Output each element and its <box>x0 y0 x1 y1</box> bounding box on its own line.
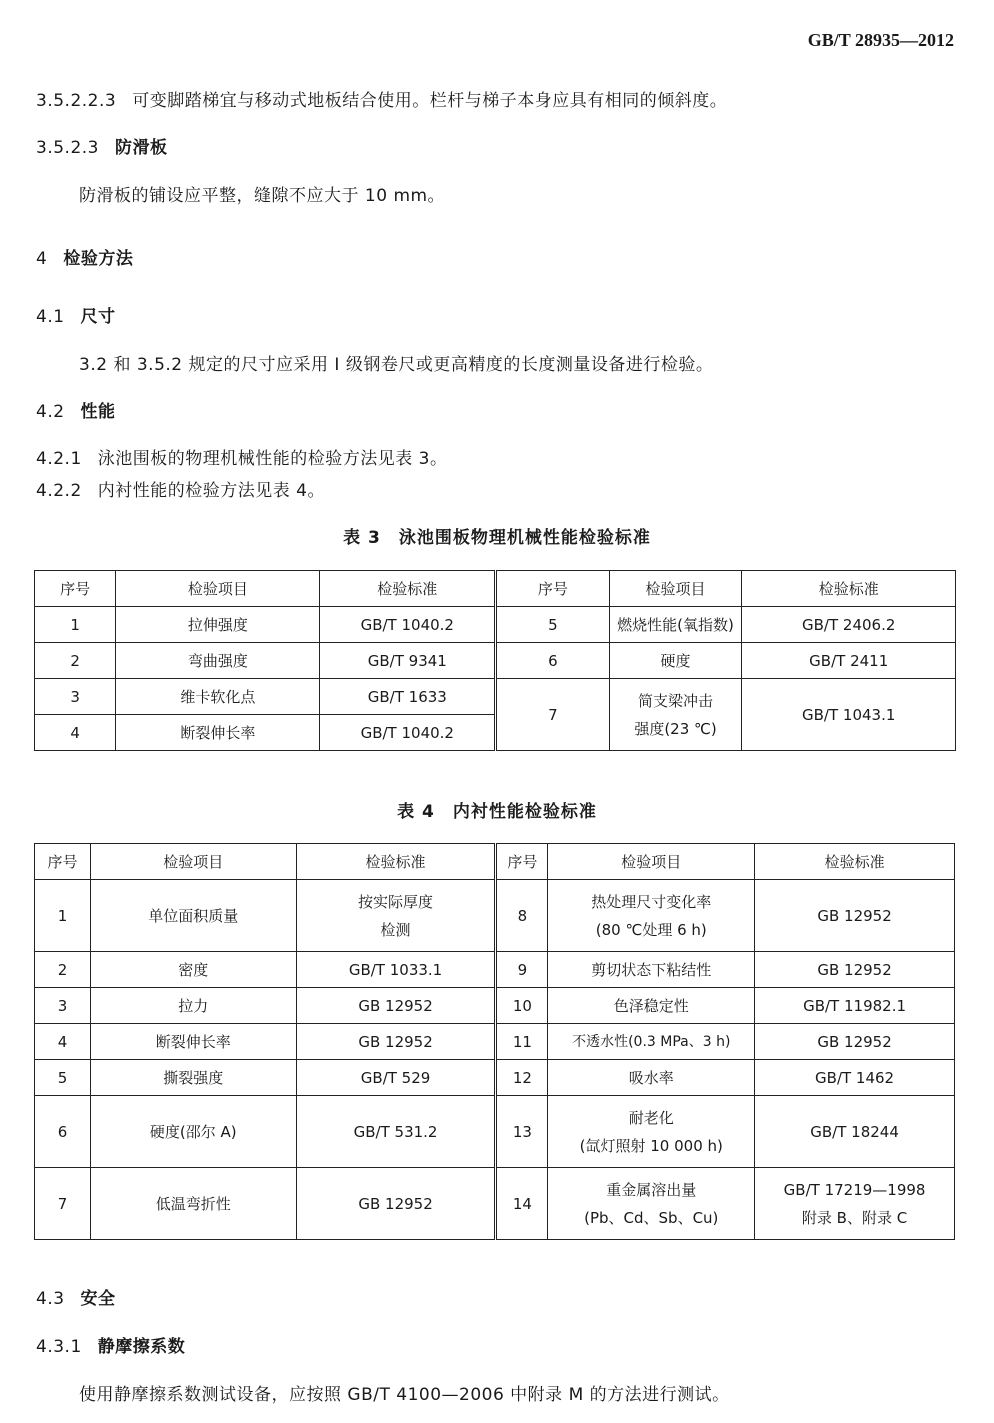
table-row <box>35 952 955 988</box>
table-4 <box>34 843 955 1240</box>
cell-standard-line: GB/T 17219—1998 <box>783 1180 926 1199</box>
clause-title: 安全 <box>80 1289 116 1309</box>
cell-no: 6 <box>496 643 609 679</box>
cell-item-line: 简支梁冲击 <box>638 691 714 710</box>
cell-standard: GB/T 531.2 <box>296 1096 496 1168</box>
table-row <box>35 1168 955 1240</box>
cell-no: 6 <box>35 1096 91 1168</box>
cell-item-line: 强度(23 ℃) <box>634 719 717 738</box>
cell-no: 1 <box>35 880 91 952</box>
cell-standard: GB/T 1033.1 <box>296 952 496 988</box>
clause-title: 性能 <box>80 402 116 422</box>
cell-no: 7 <box>35 1168 91 1240</box>
clause-4-1-heading <box>36 302 116 327</box>
table-row <box>35 880 955 952</box>
cell-standard: GB 12952 <box>755 1024 955 1060</box>
table-header-row <box>35 844 955 880</box>
cell-no: 10 <box>496 988 548 1024</box>
table-row <box>35 1024 955 1060</box>
clause-4-2-heading <box>36 397 116 422</box>
cell-standard: GB/T 1462 <box>755 1060 955 1096</box>
table-row <box>35 1060 955 1096</box>
clause-text: 可变脚踏梯宜与移动式地板结合使用。栏杆与梯子本身应具有相同的倾斜度。 <box>132 91 728 111</box>
table-3 <box>34 570 956 751</box>
cell-no: 13 <box>496 1096 548 1168</box>
cell-item: 密度 <box>90 952 296 988</box>
clause-title: 防滑板 <box>114 138 168 158</box>
cell-item: 硬度(邵尔 A) <box>90 1096 296 1168</box>
cell-item: 断裂伸长率 <box>90 1024 296 1060</box>
cell-standard-line: 附录 B、附录 C <box>801 1208 908 1227</box>
table-header-row <box>35 571 956 607</box>
cell-no: 5 <box>496 607 609 643</box>
cell-item: 拉伸强度 <box>116 607 320 643</box>
header-cell: 序号 <box>35 844 91 880</box>
clause-number: 3.5.2.2.3 <box>36 91 117 111</box>
header-cell: 检验标准 <box>755 844 955 880</box>
cell-standard-line: 按实际厚度 <box>358 892 434 911</box>
cell-standard: GB/T 2406.2 <box>742 607 956 643</box>
clause-number: 4.2 <box>36 402 65 422</box>
clause-3-5-2-3-heading <box>36 133 167 158</box>
cell-item: 单位面积质量 <box>90 880 296 952</box>
header-cell: 检验标准 <box>742 571 956 607</box>
cell-item: 维卡软化点 <box>116 679 320 715</box>
cell-no: 11 <box>496 1024 548 1060</box>
cell-no: 2 <box>35 643 116 679</box>
clause-text: 内衬性能的检验方法见表 4。 <box>97 481 325 501</box>
cell-standard: GB/T 1633 <box>320 679 496 715</box>
table-4-caption: 表 4 内衬性能检验标准 <box>397 802 597 822</box>
cell-standard: GB 12952 <box>755 880 955 952</box>
cell-item-line: (80 ℃处理 6 h) <box>595 920 707 939</box>
cell-no: 9 <box>496 952 548 988</box>
clause-4-1-text: 3.2 和 3.5.2 规定的尺寸应采用 Ⅰ 级钢卷尺或更高精度的长度测量设备进行检验。 <box>79 355 714 375</box>
cell-item: 拉力 <box>90 988 296 1024</box>
standard-number: GB/T 28935—2012 <box>807 30 954 50</box>
cell-standard-line: 检测 <box>380 920 411 939</box>
cell-standard: GB/T 1040.2 <box>320 607 496 643</box>
cell-no: 14 <box>496 1168 548 1240</box>
header-cell: 检验项目 <box>548 844 755 880</box>
cell-item: 硬度 <box>609 643 742 679</box>
cell-item-line: (Pb、Cd、Sb、Cu) <box>584 1208 719 1227</box>
cell-no: 8 <box>496 880 548 952</box>
header-cell: 检验标准 <box>320 571 496 607</box>
cell-standard: GB/T 18244 <box>755 1096 955 1168</box>
section-title: 检验方法 <box>63 249 134 269</box>
clause-3-5-2-3-text: 防滑板的铺设应平整，缝隙不应大于 10 mm。 <box>79 186 446 206</box>
header-cell: 检验项目 <box>116 571 320 607</box>
cell-no: 4 <box>35 1024 91 1060</box>
clause-number: 3.5.2.3 <box>36 138 99 158</box>
clause-number: 4.3 <box>36 1289 65 1309</box>
cell-item: 色泽稳定性 <box>548 988 755 1024</box>
cell-item-line: 耐老化 <box>628 1108 674 1127</box>
cell-no: 5 <box>35 1060 91 1096</box>
clause-number: 4.3.1 <box>36 1337 82 1357</box>
cell-no: 12 <box>496 1060 548 1096</box>
clause-4-3-1-heading <box>36 1332 185 1357</box>
section-number: 4 <box>36 249 48 269</box>
cell-item: 剪切状态下粘结性 <box>548 952 755 988</box>
cell-item: 燃烧性能(氧指数) <box>609 607 742 643</box>
cell-item-line: 热处理尺寸变化率 <box>591 892 712 911</box>
cell-standard: GB/T 529 <box>296 1060 496 1096</box>
table-row <box>35 643 956 679</box>
clause-title: 尺寸 <box>80 307 116 327</box>
cell-standard <box>296 880 496 952</box>
cell-standard: GB 12952 <box>296 988 496 1024</box>
cell-no: 1 <box>35 607 116 643</box>
cell-no: 7 <box>496 679 609 751</box>
cell-item: 弯曲强度 <box>116 643 320 679</box>
clause-number: 4.2.2 <box>36 481 82 501</box>
cell-standard: GB 12952 <box>755 952 955 988</box>
cell-standard: GB/T 2411 <box>742 643 956 679</box>
cell-item <box>548 880 755 952</box>
cell-standard: GB/T 1040.2 <box>320 715 496 751</box>
header-cell: 检验项目 <box>90 844 296 880</box>
cell-standard: GB/T 9341 <box>320 643 496 679</box>
clause-text: 泳池围板的物理机械性能的检验方法见表 3。 <box>97 449 448 469</box>
cell-item: 断裂伸长率 <box>116 715 320 751</box>
cell-standard: GB/T 1043.1 <box>742 679 956 751</box>
section-4-heading <box>36 244 133 269</box>
cell-no: 2 <box>35 952 91 988</box>
clause-4-2-1 <box>36 444 448 469</box>
header-cell: 序号 <box>496 844 548 880</box>
clause-3-5-2-2-3 <box>36 86 727 111</box>
cell-item: 不透水性(0.3 MPa、3 h) <box>548 1024 755 1060</box>
cell-item: 吸水率 <box>548 1060 755 1096</box>
header-cell: 序号 <box>496 571 609 607</box>
clause-4-3-1-text: 使用静摩擦系数测试设备，应按照 GB/T 4100—2006 中附录 M 的方法进行测试。 <box>79 1385 730 1405</box>
cell-standard: GB 12952 <box>296 1024 496 1060</box>
cell-item <box>609 679 742 751</box>
cell-item <box>548 1096 755 1168</box>
table-row <box>35 607 956 643</box>
cell-item <box>548 1168 755 1240</box>
header-cell: 序号 <box>35 571 116 607</box>
cell-no: 3 <box>35 988 91 1024</box>
cell-standard: GB 12952 <box>296 1168 496 1240</box>
cell-standard: GB/T 11982.1 <box>755 988 955 1024</box>
clause-title: 静摩擦系数 <box>97 1337 186 1357</box>
header-cell: 检验项目 <box>609 571 742 607</box>
cell-item-line: (氙灯照射 10 000 h) <box>579 1136 723 1155</box>
clause-number: 4.2.1 <box>36 449 82 469</box>
cell-item: 撕裂强度 <box>90 1060 296 1096</box>
cell-standard <box>755 1168 955 1240</box>
cell-no: 3 <box>35 679 116 715</box>
table-row <box>35 1096 955 1168</box>
table-3-caption: 表 3 泳池围板物理机械性能检验标准 <box>343 528 651 548</box>
header-cell: 检验标准 <box>296 844 496 880</box>
cell-item: 低温弯折性 <box>90 1168 296 1240</box>
clause-number: 4.1 <box>36 307 65 327</box>
table-row <box>35 679 956 715</box>
cell-no: 4 <box>35 715 116 751</box>
cell-item-line: 重金属溶出量 <box>606 1180 697 1199</box>
clause-4-2-2 <box>36 476 325 501</box>
table-row <box>35 988 955 1024</box>
clause-4-3-heading <box>36 1284 116 1309</box>
